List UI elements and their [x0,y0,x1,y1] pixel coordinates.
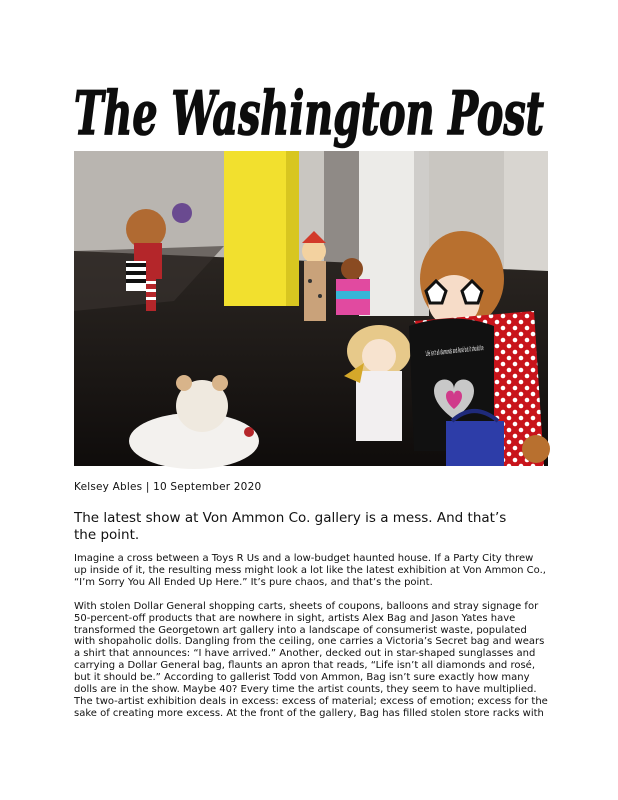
article-headline: The latest show at Von Ammon Co. gallery is a mess. And that’s the point. [74,510,507,543]
masthead-title: The Washington Post [74,79,545,149]
article-paragraph: The two-artist exhibition deals in excess: excess of material; excess of emotion; excess for the sake of creating more excess. At the front of the gallery, Bag has filled stolen store racks with [74,695,548,719]
masthead-logo[interactable] [70,72,548,150]
article-byline: Kelsey Ables | 10 September 2020 [74,481,262,493]
article-body [74,553,548,720]
article-photo [74,151,548,466]
article-paragraph: Imagine a cross between a Toys R Us and a low-budget haunted house. If a Party City threw up inside of it, the resulting mess might look a lot like the latest exhibition at Von Ammon Co., “I’m Sorry You All Ended Up Here.” It’s pure chaos, and that’s the point. [74,553,546,588]
article-paragraph: With stolen Dollar General shopping carts, sheets of coupons, balloons and stray signage for 50-percent-off products that are nowhere in sight, artists Alex Bag and Jason Yates have transformed the Georgetown art gallery into a landscape of consumerist waste, populated with shopaholic dolls. Dangling from the ceiling, one carries a Victoria’s Secret bag and wears a shirt that announces: “I have arrived.” Another, decked out in star-shaped sunglasses and carrying a Dollar General bag, flaunts an apron that reads, “Life isn’t all diamonds and rosé, but it should be.” According to gallerist Todd von Ammon, Bag isn’t sure exactly how many dolls are in the show. Maybe 40? Every time the artist counts, they seem to have multiplied. [74,600,545,696]
